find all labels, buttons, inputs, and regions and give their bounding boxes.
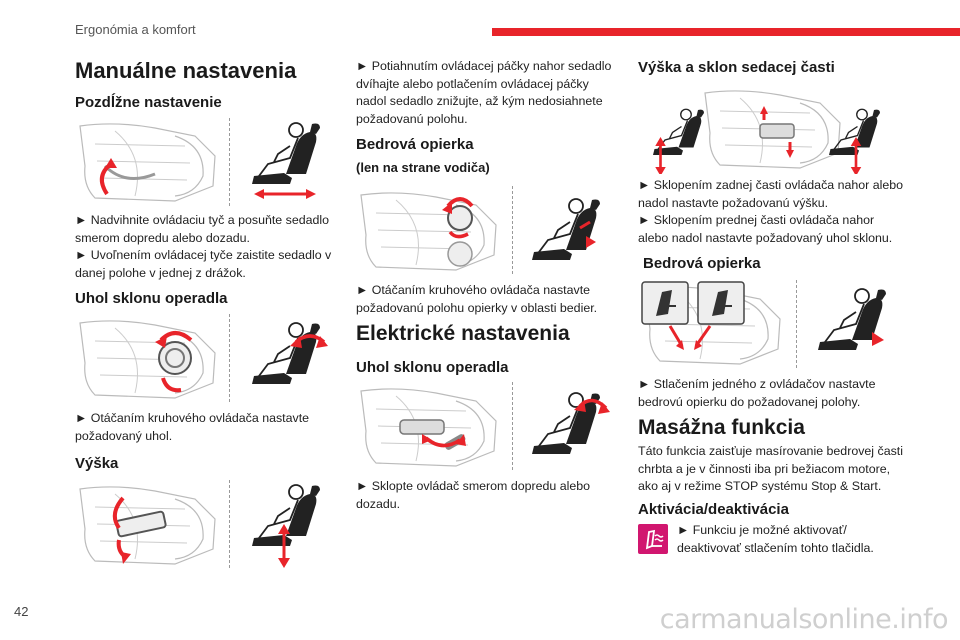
heading-backrest-angle: Uhol sklonu operadla <box>75 290 228 307</box>
text-backrest-angle: ► Otáčaním kruhového ovládača nastavte požadovaný uhol. <box>75 411 310 443</box>
text-longitudinal: ► Nadvihnite ovládaciu tyč a posuňte sedadlo smerom dopredu alebo dozadu. ► Uvoľnením ovládacej tyče zaistite sedadlo v danej polohe v jednej z drážok. <box>75 213 332 280</box>
illustration-seat-height <box>240 478 330 570</box>
illustration-backrest-tilt <box>240 316 330 400</box>
illustration-backrest-knob <box>75 312 225 404</box>
figure-divider <box>512 382 513 470</box>
figure-divider <box>229 480 230 568</box>
text-activation: ► Funkciu je možné aktivovať/ deaktivovať stlačením tohto tlačidla. <box>677 523 874 555</box>
figure-divider <box>229 314 230 402</box>
heading-longitudinal: Pozdĺžne nastavenie <box>75 94 222 111</box>
title-electric-settings: Elektrické nastavenia <box>356 322 570 345</box>
text-height-lever: ► Potiahnutím ovládacej páčky nahor sedadlo dvíhajte alebo potlačením ovládacej páčky nadol sedadlo znižujte, až kým nedosiahnete požadovanú polohu. <box>356 59 612 126</box>
illustration-longitudinal-lever <box>75 116 225 206</box>
page-number: 42 <box>14 604 29 619</box>
text-electric-backrest: ► Sklopte ovládač smerom dopredu alebo dozadu. <box>356 479 591 511</box>
title-massage-function: Masážna funkcia <box>638 416 805 439</box>
figure-divider <box>229 118 230 206</box>
header-accent-bar <box>492 28 960 36</box>
subheading-driver-side: (len na strane vodiča) <box>356 160 490 175</box>
heading-electric-backrest: Uhol sklonu operadla <box>356 359 509 376</box>
illustration-seat-slide <box>240 116 330 206</box>
figure-divider <box>796 280 797 368</box>
text-lumbar: ► Otáčaním kruhového ovládača nastavte požadovanú polohu opierky v oblasti bedier. <box>356 283 598 315</box>
title-manual-settings: Manuálne nastavenia <box>75 58 297 83</box>
illustration-height-lever <box>75 478 225 570</box>
text-electric-lumbar: ► Stlačením jedného z ovládačov nastavte bedrovú opierku do požadovanej polohy. <box>638 377 876 409</box>
heading-electric-lumbar: Bedrová opierka <box>643 255 761 272</box>
watermark: carmanualsonline.info <box>659 604 948 635</box>
section-label: Ergonómia a komfort <box>75 22 196 37</box>
illustration-electric-tilt <box>520 386 610 470</box>
heading-lumbar: Bedrová opierka <box>356 136 474 153</box>
illustration-lumbar-knob <box>356 184 506 276</box>
heading-activation: Aktivácia/deaktivácia <box>638 501 789 518</box>
illustration-lumbar-support <box>520 192 610 272</box>
heading-height: Výška <box>75 455 119 472</box>
seat-massage-icon <box>638 524 668 554</box>
illustration-electric-switch <box>356 380 506 472</box>
heading-seat-height-tilt: Výška a sklon sedacej časti <box>638 59 835 76</box>
illustration-electric-lumbar-support <box>806 282 896 366</box>
illustration-lumbar-buttons <box>640 278 790 370</box>
text-seat-height-tilt: ► Sklopením zadnej časti ovládača nahor alebo nadol nastavte požadovanú výšku. ► Sklopením prednej časti ovládača nahor alebo nadol nastavte požadovaný uhol sklonu. <box>638 178 904 245</box>
figure-divider <box>512 186 513 274</box>
illustration-seat-height-tilt <box>640 82 890 174</box>
text-massage-intro: Táto funkcia zaisťuje masírovanie bedrovej časti chrbta a je v činnosti iba pri bežiacom motore, ako aj v režime STOP systému Stop & Start. <box>638 444 903 494</box>
